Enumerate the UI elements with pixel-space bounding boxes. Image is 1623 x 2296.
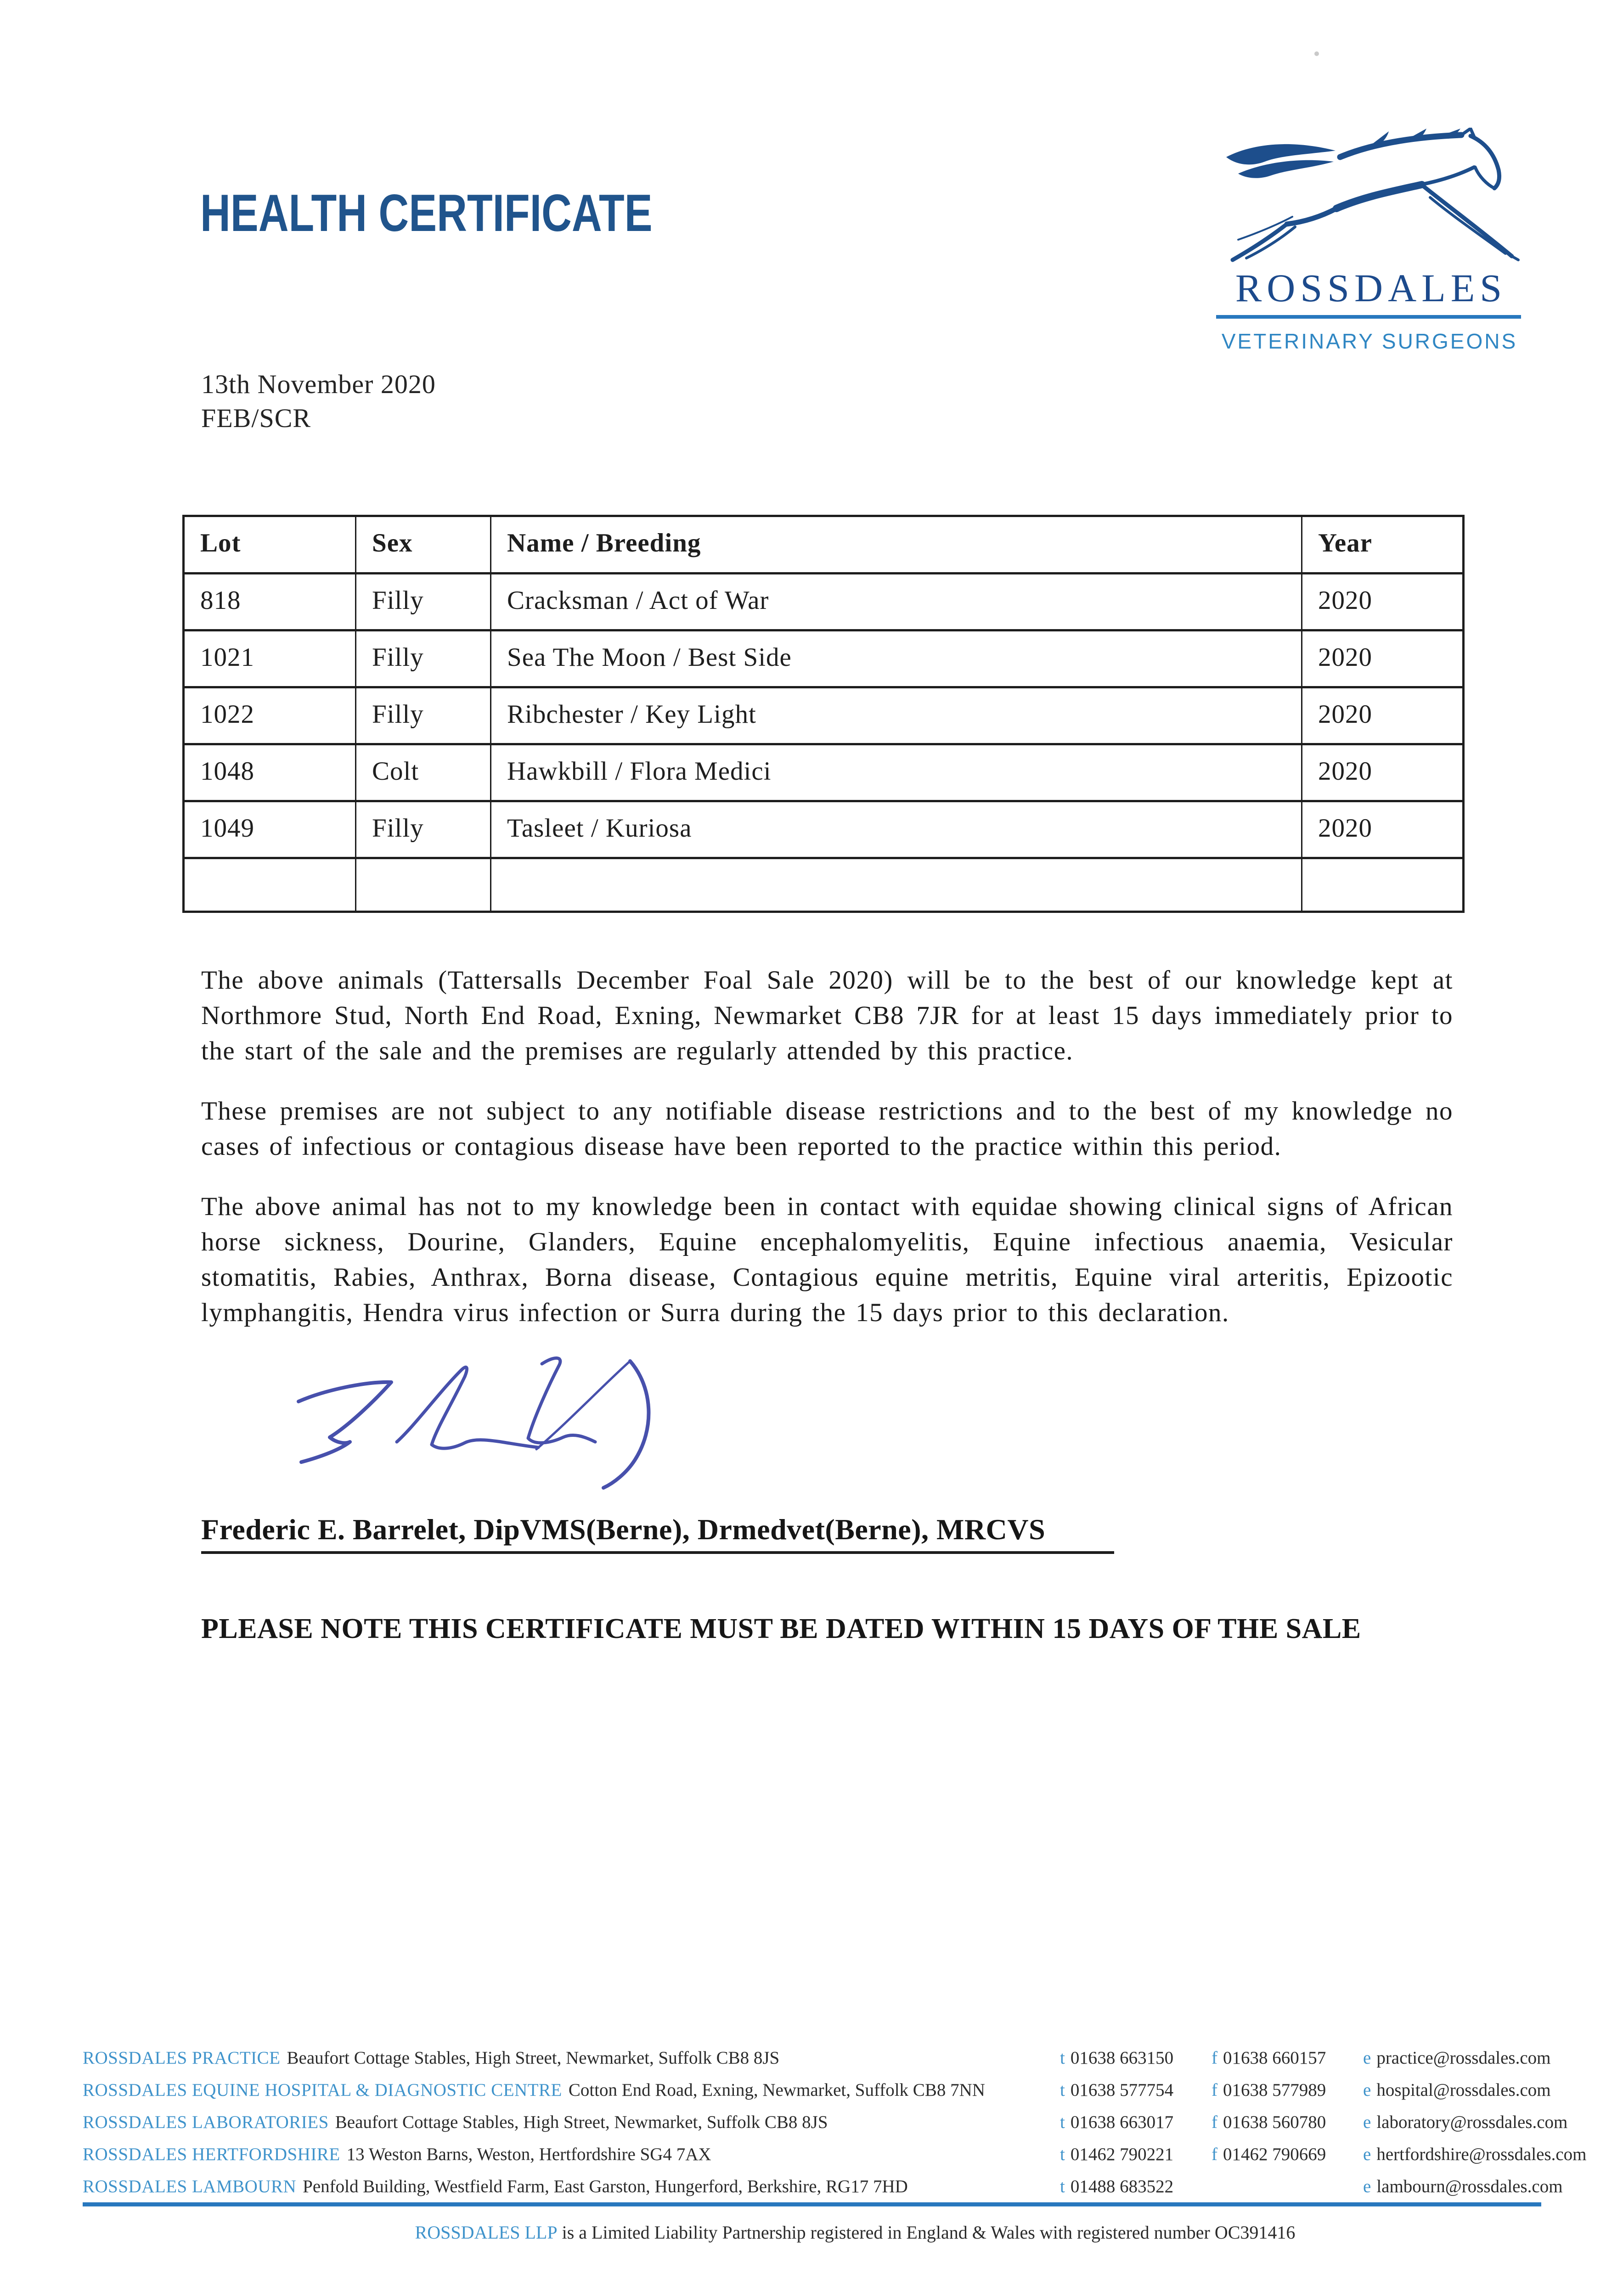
email-prefix: e <box>1363 2176 1371 2196</box>
sex-cell: Filly <box>356 687 491 744</box>
sex-cell: Colt <box>356 744 491 801</box>
footer-divider <box>83 2202 1541 2206</box>
footer-location-label: ROSSDALES PRACTICE <box>83 2048 281 2068</box>
sex-cell: Filly <box>356 801 491 858</box>
footer-location-row <box>83 2138 1587 2170</box>
name-cell: Cracksman / Act of War <box>491 574 1302 630</box>
tel-prefix: t <box>1060 2112 1065 2132</box>
name-cell: Tasleet / Kuriosa <box>491 801 1302 858</box>
year-cell: 2020 <box>1302 687 1464 744</box>
table-header-row <box>184 516 1464 574</box>
horse-logo-icon <box>1217 128 1520 265</box>
tel-prefix: t <box>1060 2144 1065 2164</box>
paragraph-premises: The above animals (Tattersalls December Foal Sale 2020) will be to the best of our knowledge kept at Northmore Stud, North End Road, Exning, Newmarket CB8 7JR for at least 15 days immediately prior to the start of the sale and the premises are regularly attended by this practice. <box>201 966 1453 1065</box>
email-value: hospital@rossdales.com <box>1376 2080 1551 2100</box>
footer-email <box>1363 2176 1563 2197</box>
footer-location-address: Penfold Building, Westfield Farm, East Garston, Hungerford, Berkshire, RG17 7HD <box>303 2176 908 2196</box>
footer-location <box>83 2112 1060 2133</box>
footer-fax <box>1212 2144 1363 2165</box>
lot-cell: 1049 <box>184 801 356 858</box>
lots-table <box>182 515 1465 913</box>
footer-location-address: Beaufort Cottage Stables, High Street, Newmarket, Suffolk CB8 8JS <box>335 2112 828 2132</box>
footer-location <box>83 2176 1060 2197</box>
fax-prefix: f <box>1212 2112 1217 2132</box>
table-row <box>184 801 1464 858</box>
footer-location-row <box>83 2106 1568 2138</box>
footer-fax <box>1212 2112 1363 2133</box>
tel-value: 01488 683522 <box>1070 2176 1174 2196</box>
lot-cell: 818 <box>184 574 356 630</box>
tel-value: 01462 790221 <box>1070 2144 1174 2164</box>
email-prefix: e <box>1363 2112 1371 2132</box>
footer-locations <box>83 2042 1587 2202</box>
col-header-lot: Lot <box>184 516 356 574</box>
email-prefix: e <box>1363 2144 1371 2164</box>
registration-line <box>0 2222 1623 2243</box>
tel-prefix: t <box>1060 2080 1065 2100</box>
rossdales-logo <box>1212 128 1525 352</box>
sale-notice: PLEASE NOTE THIS CERTIFICATE MUST BE DATED WITHIN 15 DAYS OF THE SALE <box>201 1613 1361 1644</box>
footer-location-label: ROSSDALES LABORATORIES <box>83 2112 329 2132</box>
footer-location-row <box>83 2074 1551 2106</box>
footer-location-label: ROSSDALES HERTFORDSHIRE <box>83 2144 340 2164</box>
tel-prefix: t <box>1060 2048 1065 2068</box>
page-title: HEALTH CERTIFICATE <box>200 184 653 242</box>
email-prefix: e <box>1363 2048 1371 2068</box>
declaration-text <box>201 962 1453 1355</box>
col-header-year: Year <box>1302 516 1464 574</box>
footer-location-address: Beaufort Cottage Stables, High Street, Newmarket, Suffolk CB8 8JS <box>287 2048 780 2068</box>
logo-brand-text: ROSSDALES <box>1235 266 1507 310</box>
signatory-name: Frederic E. Barrelet, DipVMS(Berne), Drmedvet(Berne), MRCVS <box>201 1513 1114 1554</box>
year-cell: 2020 <box>1302 630 1464 687</box>
lot-cell <box>184 858 356 912</box>
name-cell <box>491 858 1302 912</box>
footer-tel <box>1060 2176 1212 2197</box>
sex-cell: Filly <box>356 574 491 630</box>
col-header-name: Name / Breeding <box>491 516 1302 574</box>
email-value: hertfordshire@rossdales.com <box>1376 2144 1587 2164</box>
col-header-sex: Sex <box>356 516 491 574</box>
fax-prefix: f <box>1212 2048 1217 2068</box>
year-cell: 2020 <box>1302 744 1464 801</box>
tel-value: 01638 577754 <box>1070 2080 1174 2100</box>
logo-tagline-text: VETERINARY SURGEONS <box>1221 329 1518 353</box>
fax-value: 01638 560780 <box>1223 2112 1326 2132</box>
year-cell <box>1302 858 1464 912</box>
fax-value: 01638 577989 <box>1223 2080 1326 2100</box>
table-row <box>184 687 1464 744</box>
email-prefix: e <box>1363 2080 1371 2100</box>
footer-location <box>83 2080 1060 2100</box>
fax-value: 01638 660157 <box>1223 2048 1326 2068</box>
year-cell: 2020 <box>1302 801 1464 858</box>
name-cell: Sea The Moon / Best Side <box>491 630 1302 687</box>
lot-cell: 1048 <box>184 744 356 801</box>
footer-tel <box>1060 2080 1212 2100</box>
fax-prefix: f <box>1212 2080 1217 2100</box>
tel-value: 01638 663150 <box>1070 2048 1174 2068</box>
registration-label: ROSSDALES LLP <box>415 2222 558 2243</box>
footer-email <box>1363 2144 1587 2165</box>
scan-speck <box>1314 51 1319 56</box>
fax-value: 01462 790669 <box>1223 2144 1326 2164</box>
footer-location-label: ROSSDALES EQUINE HOSPITAL & DIAGNOSTIC CENTRE <box>83 2080 562 2100</box>
date-block <box>201 367 436 435</box>
footer-location-row <box>83 2170 1563 2202</box>
name-cell: Hawkbill / Flora Medici <box>491 744 1302 801</box>
footer-location-address: Cotton End Road, Exning, Newmarket, Suffolk CB8 7NN <box>568 2080 985 2100</box>
footer-tel <box>1060 2048 1212 2068</box>
email-value: practice@rossdales.com <box>1376 2048 1551 2068</box>
tel-value: 01638 663017 <box>1070 2112 1174 2132</box>
signature-ink <box>285 1354 744 1496</box>
fax-prefix: f <box>1212 2144 1217 2164</box>
footer-tel <box>1060 2112 1212 2133</box>
footer-email <box>1363 2112 1567 2133</box>
footer-email <box>1363 2048 1551 2068</box>
footer-email <box>1363 2080 1551 2100</box>
footer-location-label: ROSSDALES LAMBOURN <box>83 2176 297 2196</box>
footer-fax <box>1212 2080 1363 2100</box>
footer-location <box>83 2048 1060 2068</box>
footer-fax <box>1212 2048 1363 2068</box>
footer-location-address: 13 Weston Barns, Weston, Hertfordshire SG4 7AX <box>346 2144 711 2164</box>
paragraph-diseases: The above animal has not to my knowledge been in contact with equidae showing clinical signs of African horse sickness, Dourine, Glanders, Equine encephalomyelitis, Equine infectious anaemia, Vesicular stomatitis, Rabies, Anthrax, Borna disease, Contagious equine metritis, Equine viral arteritis, Epizootic lymphangitis, Hendra virus infection or Surra during the 15 days prior to this declaration. <box>201 1192 1453 1327</box>
table-row <box>184 574 1464 630</box>
footer-location <box>83 2144 1060 2165</box>
year-cell: 2020 <box>1302 574 1464 630</box>
email-value: laboratory@rossdales.com <box>1376 2112 1568 2132</box>
lot-cell: 1022 <box>184 687 356 744</box>
footer-tel <box>1060 2144 1212 2165</box>
certificate-reference: FEB/SCR <box>201 403 311 433</box>
footer-fax <box>1212 2176 1363 2197</box>
certificate-date: 13th November 2020 <box>201 369 436 399</box>
sex-cell: Filly <box>356 630 491 687</box>
table-row <box>184 630 1464 687</box>
lot-cell: 1021 <box>184 630 356 687</box>
name-cell: Ribchester / Key Light <box>491 687 1302 744</box>
paragraph-restrictions: These premises are not subject to any notifiable disease restrictions and to the best of my knowledge no cases of infectious or contagious disease have been reported to the practice within this period. <box>201 1097 1453 1161</box>
table-row-empty <box>184 858 1464 912</box>
logo-rule <box>1216 315 1521 319</box>
email-value: lambourn@rossdales.com <box>1376 2176 1563 2196</box>
table-row <box>184 744 1464 801</box>
sex-cell <box>356 858 491 912</box>
footer-location-row <box>83 2042 1551 2074</box>
registration-text: is a Limited Liability Partnership registered in England & Wales with registered number OC391416 <box>562 2222 1296 2243</box>
tel-prefix: t <box>1060 2176 1065 2196</box>
